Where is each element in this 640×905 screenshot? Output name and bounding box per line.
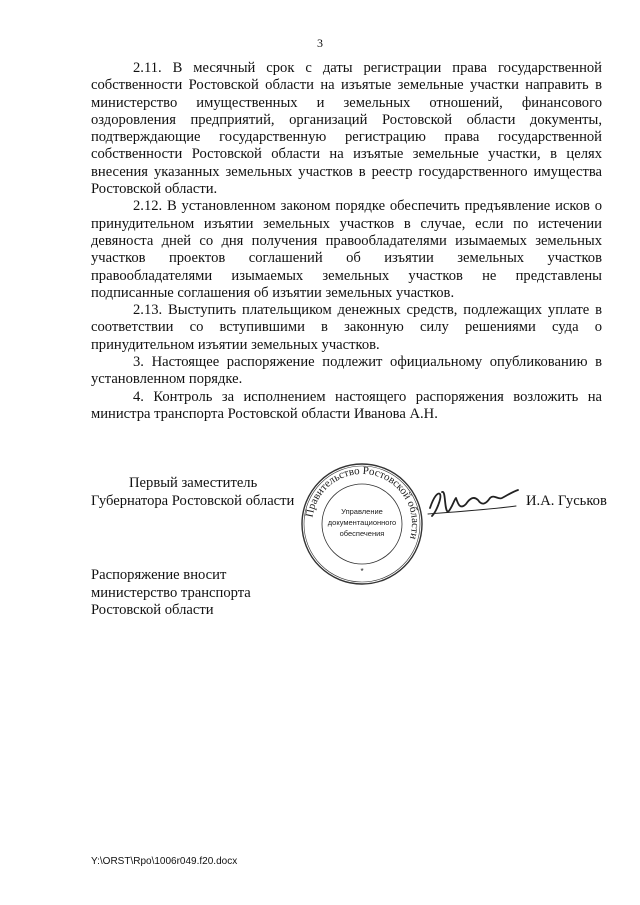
seal-star-icon: *	[360, 567, 364, 576]
seal-line-2: документационного	[327, 518, 397, 527]
seal-line-3: обеспечения	[339, 529, 385, 538]
issuer-line-2: министерство транспорта	[91, 584, 251, 601]
signer-title	[91, 475, 294, 510]
issuer-note	[91, 567, 251, 620]
signature-block	[0, 460, 640, 580]
paragraph-2-12: 2.12. В установленном законом порядке обеспечить предъявление исков о принудительном изъятии земельных участков в случае, если по истечении девяноста дней со дня получения правообладателями изымаемых земельных участков проектов соглашений об изъятии земельных участков правообладателями изымаемых земельных участков не представлены подписанные соглашения об изъятии земельных участков.	[91, 198, 602, 301]
page-number: 3	[317, 36, 323, 50]
paragraph-2-11: 2.11. В месячный срок с даты регистрации права государственной собственности Ростовской области на изъятые земельные участки направить в министерство имущественных и земельных отношений, финансового оздоровления предприятий, организаций Ростовской области документы, подтверждающие государственную регистрацию права государственной собственности Ростовской области на изъятые земельные участки, в целях внесения указанных земельных участков в реестр государственного имущества Ростовской области.	[91, 60, 602, 198]
paragraph-3: 3. Настоящее распоряжение подлежит официальному опубликованию в установленном порядке.	[91, 354, 602, 388]
file-path: Y:\ORST\Rpo\1006r049.f20.docx	[91, 856, 238, 867]
seal-line-1: Управление	[341, 507, 383, 516]
paragraph-4: 4. Контроль за исполнением настоящего распоряжения возложить на министра транспорта Ростовской области Иванова А.Н.	[91, 388, 602, 422]
signer-title-line-2: Губернатора Ростовской области	[91, 492, 295, 509]
issuer-line-3: Ростовской области	[91, 602, 214, 618]
signer-name: И.А. Гуськов	[526, 493, 607, 509]
handwritten-signature	[424, 482, 522, 522]
seal-outer-text: Правительство Ростовской области	[303, 464, 422, 541]
paragraph-2-13: 2.13. Выступить плательщиком денежных средств, подлежащих уплате в соответствии со вступившими в законную силу решениями суда о принудительном изъятии земельных участков.	[91, 302, 602, 353]
issuer-line-1: Распоряжение вносит	[91, 567, 227, 583]
document-body	[91, 60, 602, 423]
official-seal	[300, 462, 424, 586]
signer-title-line-1: Первый заместитель	[129, 475, 258, 491]
